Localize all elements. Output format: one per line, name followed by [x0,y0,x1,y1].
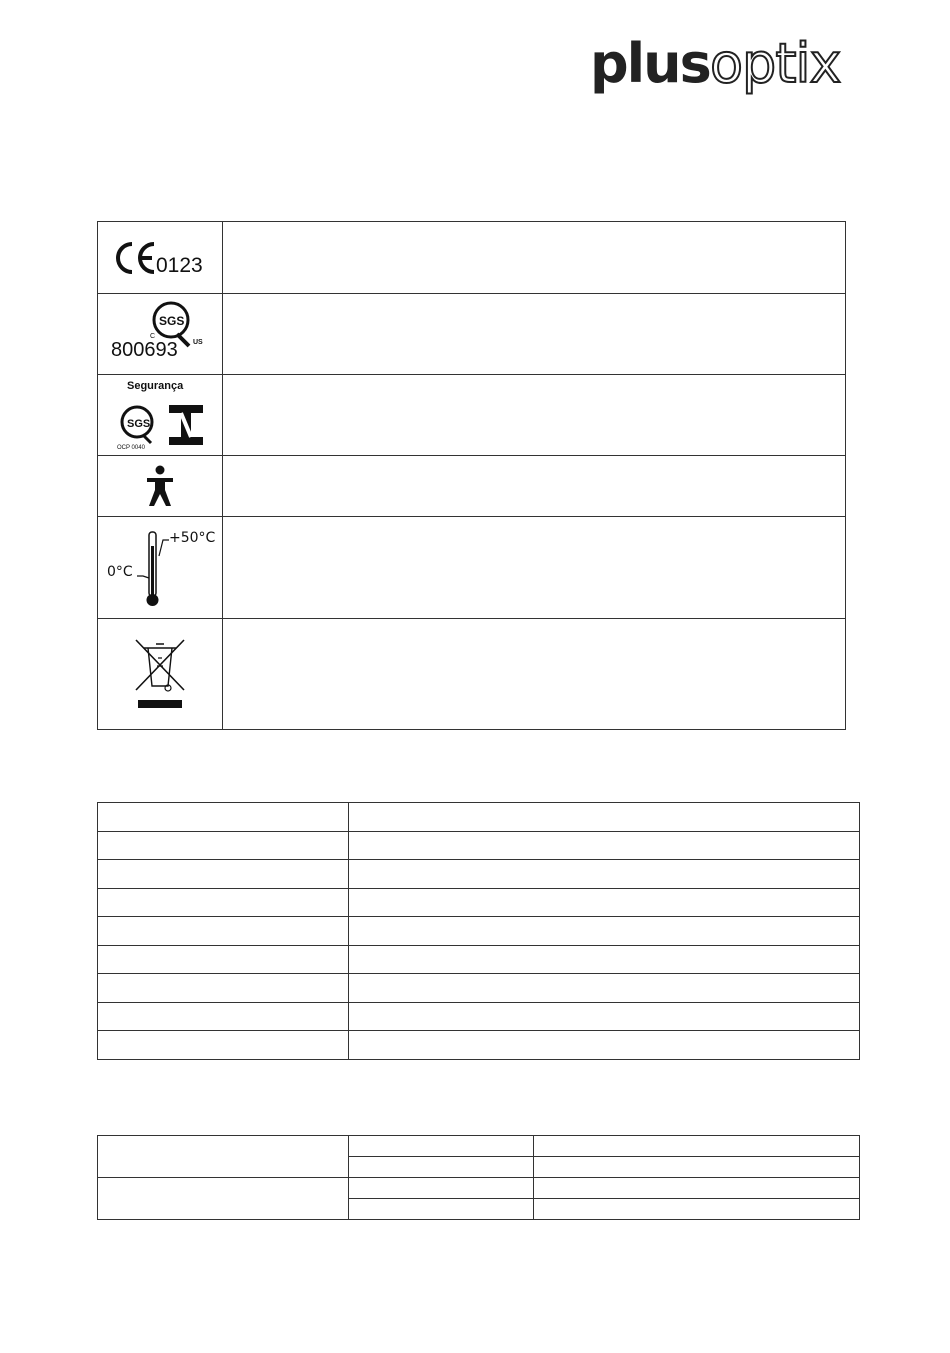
table-row [98,1031,860,1060]
svg-text:+50°C: +50°C [168,529,216,546]
sub-cell [349,1178,534,1199]
group-cell [98,1178,349,1220]
value-cell [349,917,860,946]
symbol-row-sgs-cus [98,294,846,375]
sgs-seguranca-inmetro-icon [105,377,215,453]
description-cell [222,456,845,517]
symbol-cell [98,294,223,375]
temperature-limit-icon [101,528,219,608]
key-cell [98,1031,349,1060]
value-cell [349,945,860,974]
sub-cell [349,1199,534,1220]
symbol-cell [98,375,223,456]
value-cell [534,1136,860,1157]
table-row [98,1002,860,1031]
value-cell [534,1157,860,1178]
plusoptix-logo [590,30,862,108]
symbol-row-temperature [98,517,846,619]
symbol-row-type-bf [98,456,846,517]
symbol-row-weee [98,619,846,730]
group-cell [98,1136,349,1178]
value-cell [534,1199,860,1220]
value-cell [349,1002,860,1031]
type-bf-body-icon [140,464,180,508]
svg-text:0°C: 0°C [106,563,133,580]
sgs-cert-number: 800693 [110,339,178,361]
value-cell [349,803,860,832]
key-cell [98,860,349,889]
grid-table [97,1135,860,1220]
description-cell [222,517,845,619]
svg-text:SGS: SGS [126,418,151,430]
description-cell [222,375,845,456]
table-row [98,917,860,946]
svg-text:OCP 0040: OCP 0040 [116,445,145,451]
svg-text:US: US [192,339,203,346]
logo-text-bold: plus [590,32,710,95]
table-row [98,888,860,917]
key-cell [98,917,349,946]
weee-crossed-bin-icon [130,634,190,714]
symbols-table [97,221,846,730]
table-row [98,945,860,974]
key-cell [98,945,349,974]
symbol-row-ce [98,222,846,294]
description-cell [222,294,845,375]
symbol-cell [98,222,223,294]
key-cell [98,1002,349,1031]
table-row [98,974,860,1003]
value-cell [349,860,860,889]
sub-cell [349,1157,534,1178]
table-row [98,860,860,889]
ce-number: 0123 [155,253,203,277]
ce-mark-icon [110,238,210,278]
value-cell [349,888,860,917]
sgs-cus-mark-icon [105,298,215,370]
table-row [98,803,860,832]
svg-text:SGS: SGS [158,314,185,328]
table-row [98,1178,860,1199]
description-cell [222,222,845,294]
logo-text-light: optix [710,32,841,95]
key-cell [98,831,349,860]
key-cell [98,974,349,1003]
value-cell [349,974,860,1003]
value-cell [349,831,860,860]
key-cell [98,888,349,917]
svg-text:Segurança: Segurança [126,380,184,392]
specs-table [97,802,860,1060]
value-cell [349,1031,860,1060]
table-row [98,831,860,860]
symbol-row-seguranca [98,375,846,456]
description-cell [222,619,845,730]
key-cell [98,803,349,832]
value-cell [534,1178,860,1199]
sub-cell [349,1136,534,1157]
symbol-cell [98,619,223,730]
symbol-cell [98,456,223,517]
table-row [98,1136,860,1157]
symbol-cell [98,517,223,619]
svg-text:C: C [149,333,156,340]
